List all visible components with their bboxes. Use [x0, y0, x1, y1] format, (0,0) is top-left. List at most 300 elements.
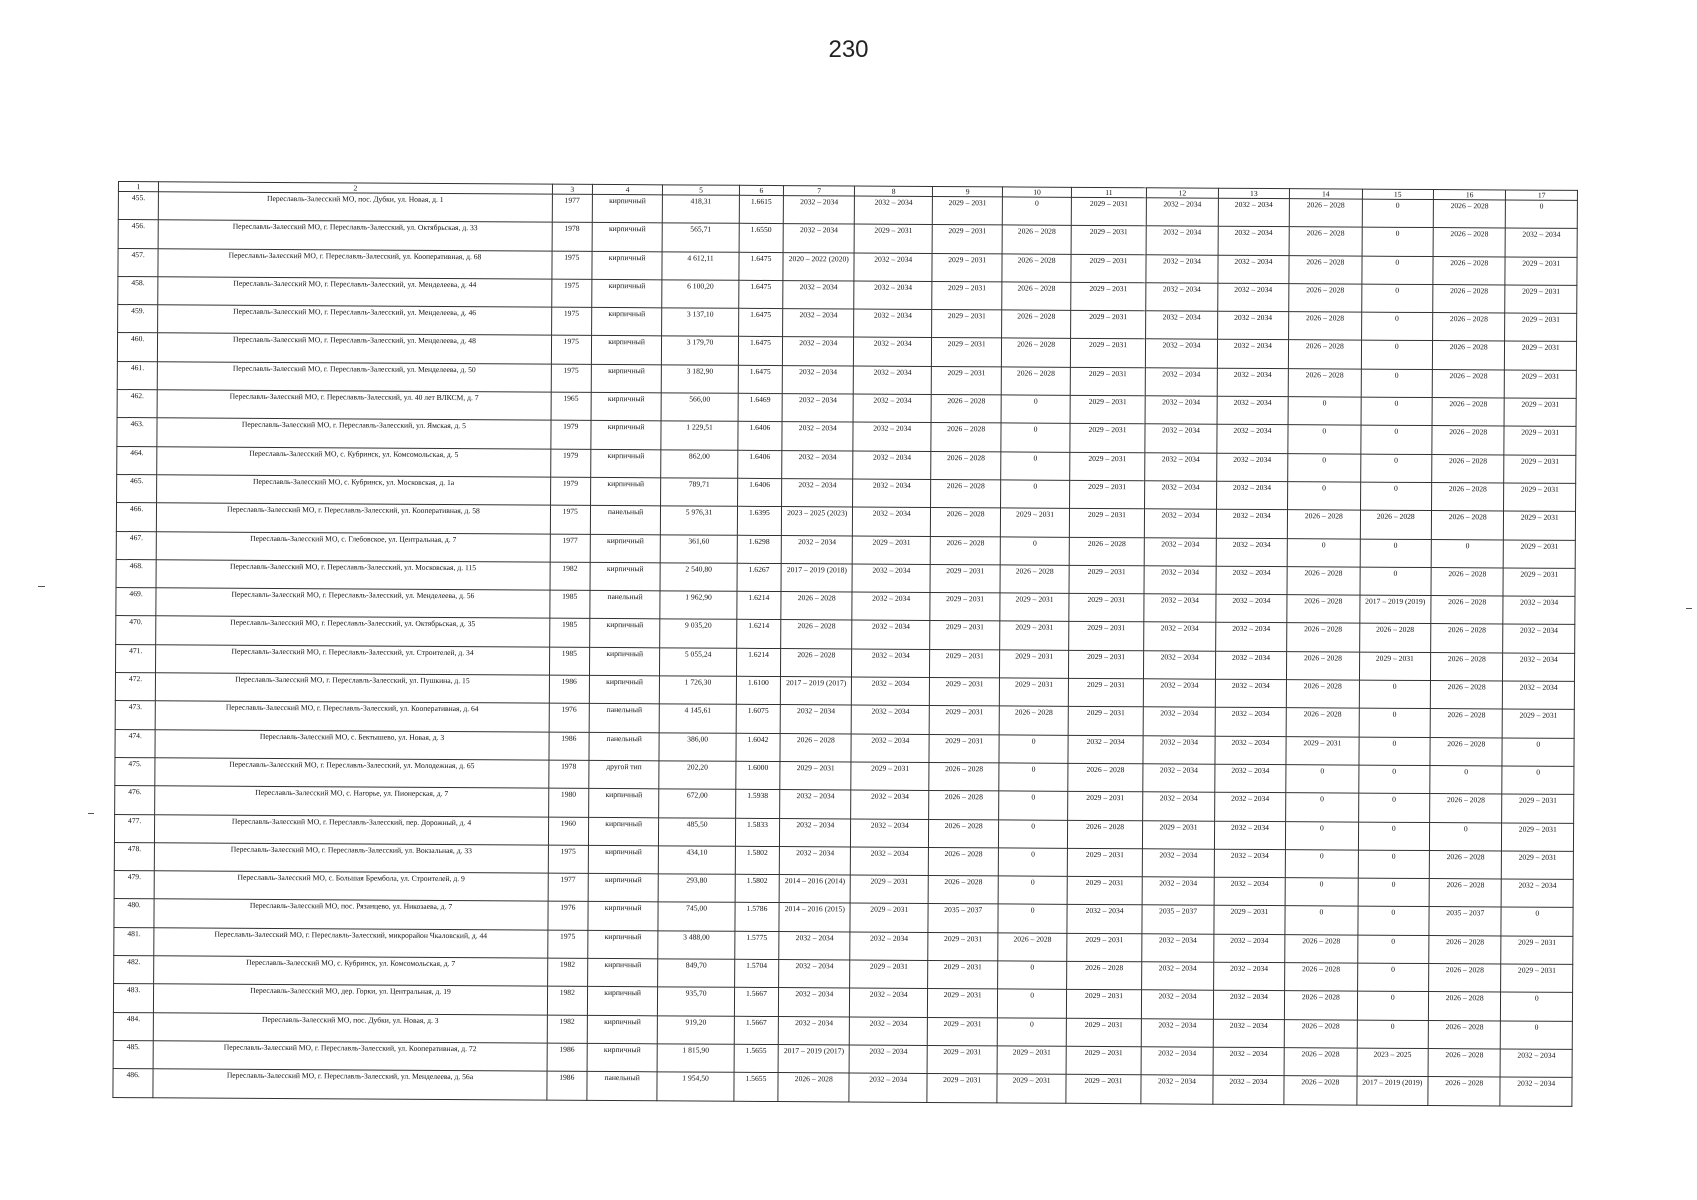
- table-cell: 2032 – 2034: [1216, 538, 1288, 567]
- table-cell: 1986: [549, 732, 589, 761]
- column-number-15: 15: [1362, 189, 1433, 199]
- table-cell: 1979: [550, 477, 590, 506]
- table-cell: 2032 – 2034: [1143, 792, 1215, 821]
- table-cell: 2026 – 2028: [931, 451, 1002, 480]
- table-cell: 2029 – 2031: [1067, 792, 1143, 821]
- table-cell: 2032 – 2034: [778, 988, 850, 1017]
- table-cell: 2026 – 2028: [1287, 510, 1360, 539]
- table-cell: 1.5667: [734, 988, 778, 1017]
- table-cell: 2026 – 2028: [1284, 1076, 1357, 1105]
- table-cell: 2026 – 2028: [931, 423, 1002, 452]
- table-cell: 2026 – 2028: [1428, 1048, 1501, 1077]
- table-cell: 2026 – 2028: [1432, 369, 1505, 398]
- table-cell: 2029 – 2031: [1066, 1075, 1142, 1104]
- table-cell: 1.6214: [736, 620, 780, 649]
- table-cell: 0: [1285, 849, 1358, 878]
- row-number: 464.: [117, 446, 157, 475]
- scan-edge-mark: [1686, 608, 1692, 609]
- table-cell: 0: [1360, 567, 1432, 596]
- table-cell: 1.6075: [736, 705, 780, 734]
- table-cell: 2026 – 2028: [1284, 1019, 1357, 1048]
- table-cell: 2029 – 2031: [927, 1045, 998, 1074]
- table-cell: 1975: [552, 251, 592, 280]
- table-cell: кирпичный: [590, 562, 661, 591]
- row-number: 481.: [114, 927, 154, 956]
- table-cell: 2026 – 2028: [1429, 935, 1502, 964]
- row-number: 469.: [116, 588, 156, 617]
- table-cell: 0: [1286, 765, 1359, 794]
- table-cell: 2032 – 2034: [778, 1016, 850, 1045]
- table-cell: 1976: [548, 902, 588, 931]
- table-cell: 2029 – 2031: [1071, 254, 1147, 283]
- table-cell: 1982: [547, 986, 587, 1015]
- table-cell: 1975: [551, 307, 591, 336]
- table-cell: 2029 – 2031: [1505, 313, 1577, 342]
- row-number: 467.: [116, 531, 156, 560]
- table-cell: 2026 – 2028: [1429, 879, 1502, 908]
- table-cell: 2029 – 2031: [1502, 851, 1574, 880]
- table-cell: 2026 – 2028: [781, 648, 853, 677]
- table-cell: 2032 – 2034: [1216, 481, 1288, 510]
- table-cell: 2029 – 2031: [1070, 339, 1146, 368]
- housing-register-table: [112, 181, 1578, 1106]
- table-cell: 2032 – 2034: [1215, 736, 1287, 765]
- table-cell: 2026 – 2028: [781, 592, 853, 621]
- table-cell: 0: [1358, 850, 1430, 879]
- table-cell: 1.5938: [735, 790, 779, 819]
- table-cell: 2032 – 2034: [1215, 679, 1287, 708]
- table-cell: 2029 – 2031: [932, 225, 1003, 254]
- table-cell: 2032 – 2034: [854, 337, 932, 366]
- table-cell: 0: [1362, 199, 1434, 228]
- table-cell: 2026 – 2028: [1433, 200, 1506, 229]
- table-cell: 2032 – 2034: [854, 281, 932, 310]
- table-cell: 2032 – 2034: [1141, 1047, 1213, 1076]
- table-cell: 1.6298: [737, 535, 781, 564]
- table-cell: 2026 – 2028: [1289, 255, 1362, 284]
- table-cell: 2032 – 2034: [851, 847, 929, 876]
- table-cell: 0: [1357, 963, 1429, 992]
- table-cell: 919,20: [658, 1015, 735, 1044]
- row-number: 457.: [118, 248, 158, 277]
- table-cell: 1982: [547, 958, 587, 987]
- table-cell: 2032 – 2034: [1145, 424, 1217, 453]
- table-cell: 2026 – 2028: [930, 536, 1001, 565]
- table-cell: 1985: [549, 647, 589, 676]
- table-cell: 2032 – 2034: [1217, 311, 1289, 340]
- table-cell: 2032 – 2034: [1502, 879, 1574, 908]
- table-cell: 485,50: [659, 817, 736, 846]
- table-cell: 5 055,24: [660, 648, 737, 677]
- table-cell: 2029 – 2031: [850, 960, 928, 989]
- row-number: 471.: [115, 644, 155, 673]
- table-cell: 2026 – 2028: [1428, 992, 1501, 1021]
- table-cell: кирпичный: [588, 874, 659, 903]
- table-cell: 2032 – 2034: [1143, 849, 1215, 878]
- table-cell: 2029 – 2031: [931, 366, 1002, 395]
- table-cell: кирпичный: [591, 392, 662, 421]
- table-cell: кирпичный: [592, 279, 663, 308]
- table-cell: кирпичный: [592, 194, 663, 223]
- table-cell: 2014 – 2016 (2015): [779, 903, 851, 932]
- table-cell: 2029 – 2031: [1070, 424, 1146, 453]
- table-cell: 1.6406: [738, 422, 782, 451]
- table-cell: 2026 – 2028: [1431, 596, 1504, 625]
- row-number: 468.: [116, 559, 156, 588]
- table-cell: 2026 – 2028: [1002, 310, 1071, 339]
- table-cell: 1975: [547, 930, 587, 959]
- table-cell: 1.6100: [736, 676, 780, 705]
- table-cell: 2029 – 2031: [1001, 508, 1070, 537]
- column-number-17: 17: [1506, 190, 1578, 200]
- table-cell: 2032 – 2034: [780, 705, 852, 734]
- table-cell: 2026 – 2028: [998, 933, 1067, 962]
- row-number: 460.: [117, 333, 157, 362]
- table-cell: 2029 – 2031: [1501, 936, 1573, 965]
- table-cell: 2032 – 2034: [783, 309, 855, 338]
- address-cell: Переславль-Залесский МО, с. Нагорье, ул. Пионерская, д. 7: [155, 786, 549, 817]
- table-cell: 2032 – 2034: [1216, 509, 1288, 538]
- table-cell: 2035 – 2037: [1429, 907, 1502, 936]
- table-cell: 2032 – 2034: [852, 705, 930, 734]
- table-cell: 0: [999, 848, 1068, 877]
- row-number: 455.: [118, 192, 158, 221]
- row-number: 482.: [114, 956, 154, 985]
- table-cell: 2032 – 2034: [1503, 681, 1575, 710]
- table-cell: 2029 – 2031: [1505, 341, 1577, 370]
- scan-edge-mark: [88, 813, 94, 814]
- table-cell: 1975: [551, 336, 591, 365]
- table-cell: 0: [1360, 425, 1432, 454]
- table-cell: 1976: [549, 703, 589, 732]
- row-number: 475.: [115, 757, 155, 786]
- table-cell: 2032 – 2034: [1218, 227, 1290, 256]
- table-cell: 1 815,90: [657, 1044, 734, 1073]
- table-cell: 2032 – 2034: [852, 677, 930, 706]
- table-cell: кирпичный: [591, 449, 662, 478]
- table-cell: 0: [1362, 227, 1434, 256]
- table-cell: 0: [1358, 793, 1430, 822]
- table-cell: 3 182,90: [662, 365, 739, 394]
- table-cell: 1.5833: [735, 818, 779, 847]
- address-cell: Переславль-Залесский МО, г. Переславль-Залесский, ул. Вокзальная, д. 33: [155, 843, 549, 874]
- table-cell: 2026 – 2028: [1289, 340, 1362, 369]
- table-cell: 418,31: [663, 195, 740, 224]
- table-cell: 1.6406: [737, 450, 781, 479]
- table-cell: 2026 – 2028: [1430, 794, 1503, 823]
- table-cell: 0: [1431, 539, 1504, 568]
- table-cell: кирпичный: [588, 817, 659, 846]
- row-number: 459.: [118, 305, 158, 334]
- table-cell: 2026 – 2028: [1360, 510, 1432, 539]
- address-cell: Переславль-Залесский МО, г. Переславль-Залесский, микрорайон Чкаловский, д. 44: [154, 927, 548, 958]
- table-cell: 2032 – 2034: [1068, 735, 1144, 764]
- table-cell: 2029 – 2031: [927, 1074, 998, 1103]
- table-cell: 3 488,00: [658, 931, 735, 960]
- table-cell: 1.6469: [738, 393, 782, 422]
- table-cell: 386,00: [659, 732, 736, 761]
- table-cell: 0: [1501, 1021, 1573, 1050]
- table-cell: другой тип: [589, 760, 660, 789]
- table-cell: 2032 – 2034: [782, 479, 854, 508]
- table-cell: кирпичный: [588, 902, 659, 931]
- table-cell: 2026 – 2028: [1002, 282, 1071, 311]
- table-cell: 2032 – 2034: [1067, 905, 1143, 934]
- table-cell: 2032 – 2034: [779, 960, 851, 989]
- table-cell: 1.5655: [734, 1072, 778, 1101]
- table-cell: 2032 – 2034: [852, 649, 930, 678]
- table-cell: 2032 – 2034: [1146, 283, 1218, 312]
- table-cell: 2029 – 2031: [928, 960, 999, 989]
- table-cell: 2029 – 2031: [929, 678, 1000, 707]
- table-cell: 2032 – 2034: [782, 365, 854, 394]
- table-cell: 2029 – 2031: [932, 196, 1003, 225]
- table-cell: 0: [1361, 256, 1433, 285]
- table-cell: 2032 – 2034: [1146, 311, 1218, 340]
- table-cell: 2029 – 2031: [1069, 593, 1145, 622]
- table-cell: 1985: [549, 619, 589, 648]
- column-number-4: 4: [592, 184, 662, 194]
- table-cell: 2032 – 2034: [853, 507, 931, 536]
- address-cell: Переславль-Залесский МО, г. Переславль-Залесский, ул. Менделеева, д. 44: [158, 277, 552, 308]
- table-cell: 2026 – 2028: [1069, 537, 1145, 566]
- table-cell: 2029 – 2031: [1071, 226, 1147, 255]
- table-cell: 2029 – 2031: [929, 649, 1000, 678]
- address-cell: Переславль-Залесский МО, с. Кубринск, ул. Комсомольская, д. 5: [157, 446, 551, 477]
- address-cell: Переславль-Залесский МО, дер. Горки, ул. Центральная, д. 19: [154, 984, 548, 1015]
- address-cell: Переславль-Залесский МО, г. Переславль-Залесский, ул. Кооперативная, д. 68: [158, 248, 552, 279]
- address-cell: Переславль-Залесский МО, г. Переславль-Залесский, ул. Строителей, д. 34: [156, 644, 550, 675]
- row-number: 462.: [117, 390, 157, 419]
- table-cell: 2032 – 2034: [850, 988, 928, 1017]
- table-cell: 2026 – 2028: [1433, 313, 1506, 342]
- table-cell: кирпичный: [588, 930, 659, 959]
- table-cell: 935,70: [658, 987, 735, 1016]
- table-cell: 1.6042: [736, 733, 780, 762]
- table-cell: 2032 – 2034: [1500, 1077, 1572, 1106]
- table-cell: 0: [1285, 906, 1358, 935]
- table-cell: 2032 – 2034: [1143, 735, 1215, 764]
- table-cell: 0: [1361, 312, 1433, 341]
- table-cell: панельный: [589, 732, 660, 761]
- table-cell: 2026 – 2028: [1431, 567, 1504, 596]
- table-cell: 2032 – 2034: [779, 818, 851, 847]
- table-cell: 2029 – 2031: [1000, 593, 1069, 622]
- table-cell: 2 540,80: [660, 563, 737, 592]
- table-cell: 2032 – 2034: [1145, 509, 1217, 538]
- table-cell: 2029 – 2031: [997, 1046, 1066, 1075]
- address-cell: Переславль-Залесский МО, г. Переславль-Залесский, ул. Октябрьская, д. 33: [158, 220, 552, 251]
- address-cell: Переславль-Залесский МО, с. Кубринск, ул. Московская, д. 1а: [157, 475, 551, 506]
- table-cell: 1986: [549, 675, 589, 704]
- table-cell: 2029 – 2031: [1359, 652, 1431, 681]
- table-cell: 1980: [548, 788, 588, 817]
- table-cell: 2017 – 2019 (2019): [1359, 595, 1431, 624]
- table-cell: 2017 – 2019 (2019): [1356, 1076, 1428, 1105]
- table-cell: 2032 – 2034: [779, 931, 851, 960]
- table-cell: 1.6475: [738, 337, 782, 366]
- table-cell: 2026 – 2028: [1359, 624, 1431, 653]
- table-cell: 2032 – 2034: [849, 1073, 927, 1102]
- table-cell: 2032 – 2034: [1214, 764, 1286, 793]
- table-cell: 1.6267: [737, 563, 781, 592]
- table-cell: 2032 – 2034: [780, 790, 852, 819]
- table-cell: 4 612,11: [662, 251, 739, 280]
- address-cell: Переславль-Залесский МО, г. Переславль-Залесский, ул. 40 лет ВЛКСМ, д. 7: [157, 390, 551, 421]
- table-cell: 2032 – 2034: [1143, 764, 1215, 793]
- table-cell: 2032 – 2034: [1218, 255, 1290, 284]
- table-cell: 2026 – 2028: [1430, 652, 1503, 681]
- table-cell: 2029 – 2031: [929, 706, 1000, 735]
- table-cell: 2029 – 2031: [851, 762, 929, 791]
- address-cell: Переславль-Залесский МО, г. Переславль-Залесский, ул. Пушкина, д. 15: [156, 673, 550, 704]
- row-number: 461.: [117, 361, 157, 390]
- table-cell: панельный: [590, 506, 661, 535]
- table-cell: 2029 – 2031: [1066, 1046, 1142, 1075]
- table-cell: 2032 – 2034: [1214, 792, 1286, 821]
- table-cell: 2032 – 2034: [852, 592, 930, 621]
- table-cell: 2032 – 2034: [1217, 340, 1289, 369]
- table-cell: 2032 – 2034: [1215, 651, 1287, 680]
- table-cell: 2026 – 2028: [1002, 225, 1071, 254]
- table-cell: 6 100,20: [662, 280, 739, 309]
- row-number: 483.: [113, 984, 153, 1013]
- table-cell: 2032 – 2034: [1145, 396, 1217, 425]
- table-cell: кирпичный: [587, 1043, 658, 1072]
- table-cell: 2029 – 2031: [853, 536, 931, 565]
- table-cell: 2032 – 2034: [852, 620, 930, 649]
- table-cell: 0: [1359, 680, 1431, 709]
- table-cell: кирпичный: [591, 364, 662, 393]
- table-cell: 0: [1357, 991, 1429, 1020]
- table-cell: 2032 – 2034: [1503, 596, 1575, 625]
- table-cell: 1986: [547, 1043, 587, 1072]
- table-cell: кирпичный: [589, 675, 660, 704]
- table-cell: 2029 – 2031: [1068, 678, 1144, 707]
- table-cell: 2029 – 2031: [997, 1074, 1066, 1103]
- table-cell: 2032 – 2034: [1144, 594, 1216, 623]
- table-cell: 1.5704: [734, 959, 778, 988]
- table-cell: 2032 – 2034: [1142, 933, 1214, 962]
- table-cell: 2026 – 2028: [1431, 511, 1504, 540]
- table-cell: 0: [1361, 341, 1433, 370]
- table-cell: 0: [1430, 765, 1503, 794]
- table-cell: 1.6475: [738, 365, 782, 394]
- table-cell: 2026 – 2028: [1002, 253, 1071, 282]
- table-cell: 0: [1001, 480, 1070, 509]
- table-cell: кирпичный: [589, 789, 660, 818]
- column-number-8: 8: [855, 186, 933, 196]
- table-cell: 2029 – 2031: [780, 761, 852, 790]
- table-cell: кирпичный: [589, 647, 660, 676]
- table-cell: 2032 – 2034: [1506, 228, 1578, 257]
- table-cell: 0: [1357, 1020, 1429, 1049]
- table-cell: 2032 – 2034: [1141, 1018, 1213, 1047]
- table-cell: кирпичный: [587, 987, 658, 1016]
- table-cell: 1979: [551, 421, 591, 450]
- address-cell: Переславль-Залесский МО, пос. Дубки, ул. Новая, д. 1: [158, 192, 552, 223]
- table-cell: 2029 – 2031: [1069, 480, 1145, 509]
- row-number: 478.: [114, 842, 154, 871]
- table-cell: 1.6214: [736, 648, 780, 677]
- table-cell: 2032 – 2034: [1214, 821, 1286, 850]
- table-cell: 0: [1506, 200, 1578, 229]
- table-cell: 0: [1358, 765, 1430, 794]
- table-cell: 2026 – 2028: [1287, 623, 1360, 652]
- table-cell: 2032 – 2034: [1214, 849, 1286, 878]
- table-cell: 0: [999, 791, 1068, 820]
- table-cell: 2029 – 2031: [1000, 650, 1069, 679]
- address-cell: Переславль-Залесский МО, пос. Рязанцево, ул. Никозаева, д. 7: [154, 899, 548, 930]
- table-cell: 2029 – 2031: [1505, 370, 1577, 399]
- table-body: [113, 192, 1578, 1106]
- table-cell: 2026 – 2028: [1285, 963, 1358, 992]
- table-cell: 2026 – 2028: [929, 762, 1000, 791]
- table-cell: 2026 – 2028: [1429, 850, 1502, 879]
- table-cell: 2029 – 2031: [1503, 709, 1575, 738]
- table-cell: 2029 – 2031: [1069, 565, 1145, 594]
- table-cell: 2020 – 2022 (2020): [783, 252, 855, 281]
- table-cell: 2026 – 2028: [1431, 624, 1504, 653]
- table-cell: 2026 – 2028: [778, 1073, 850, 1102]
- table-cell: 2029 – 2031: [1000, 678, 1069, 707]
- table-cell: 2032 – 2034: [1213, 1019, 1285, 1048]
- row-number: 458.: [118, 276, 158, 305]
- table-cell: 2026 – 2028: [928, 847, 999, 876]
- table-cell: 2029 – 2031: [932, 253, 1003, 282]
- table-cell: 2029 – 2031: [1504, 426, 1576, 455]
- table-cell: 2032 – 2034: [851, 790, 929, 819]
- table-cell: 2032 – 2034: [850, 932, 928, 961]
- table-cell: 2029 – 2031: [1286, 736, 1359, 765]
- table-cell: 2026 – 2028: [930, 479, 1001, 508]
- table-cell: 2017 – 2019 (2017): [778, 1044, 850, 1073]
- table-cell: 2026 – 2028: [1285, 934, 1358, 963]
- address-cell: Переславль-Залесский МО, г. Переславль-Залесский, ул. Менделеева, д. 56: [156, 588, 550, 619]
- table-cell: 2029 – 2031: [1000, 621, 1069, 650]
- table-cell: 0: [1001, 536, 1070, 565]
- table-cell: 2032 – 2034: [850, 1045, 928, 1074]
- table-cell: 0: [1358, 822, 1430, 851]
- row-number: 476.: [115, 786, 155, 815]
- address-cell: Переславль-Залесский МО, г. Переславль-Залесский, ул. Московская, д. 115: [156, 560, 550, 591]
- table-cell: 2032 – 2034: [854, 394, 932, 423]
- table-cell: 0: [1361, 397, 1433, 426]
- table-cell: 2029 – 2031: [1505, 257, 1577, 286]
- table-cell: 1975: [551, 364, 591, 393]
- column-number-10: 10: [1003, 187, 1071, 197]
- table-cell: 0: [998, 876, 1067, 905]
- table-cell: 2026 – 2028: [781, 620, 853, 649]
- column-number-1: 1: [118, 182, 158, 192]
- table-cell: 2026 – 2028: [780, 733, 852, 762]
- table-cell: 2035 – 2037: [928, 904, 999, 933]
- row-number: 474.: [115, 729, 155, 758]
- row-number: 472.: [115, 673, 155, 702]
- table-cell: 1.5786: [735, 903, 779, 932]
- table-cell: кирпичный: [592, 251, 663, 280]
- table-cell: 2026 – 2028: [1430, 709, 1503, 738]
- table-cell: кирпичный: [588, 845, 659, 874]
- column-number-12: 12: [1147, 188, 1218, 198]
- table-cell: 2032 – 2034: [853, 422, 931, 451]
- table-cell: 2029 – 2031: [1504, 511, 1576, 540]
- table-cell: 1.6475: [739, 280, 783, 309]
- table-cell: кирпичный: [590, 619, 661, 648]
- table-cell: 1.6550: [739, 224, 783, 253]
- table-cell: 0: [999, 819, 1068, 848]
- table-cell: 0: [1287, 538, 1360, 567]
